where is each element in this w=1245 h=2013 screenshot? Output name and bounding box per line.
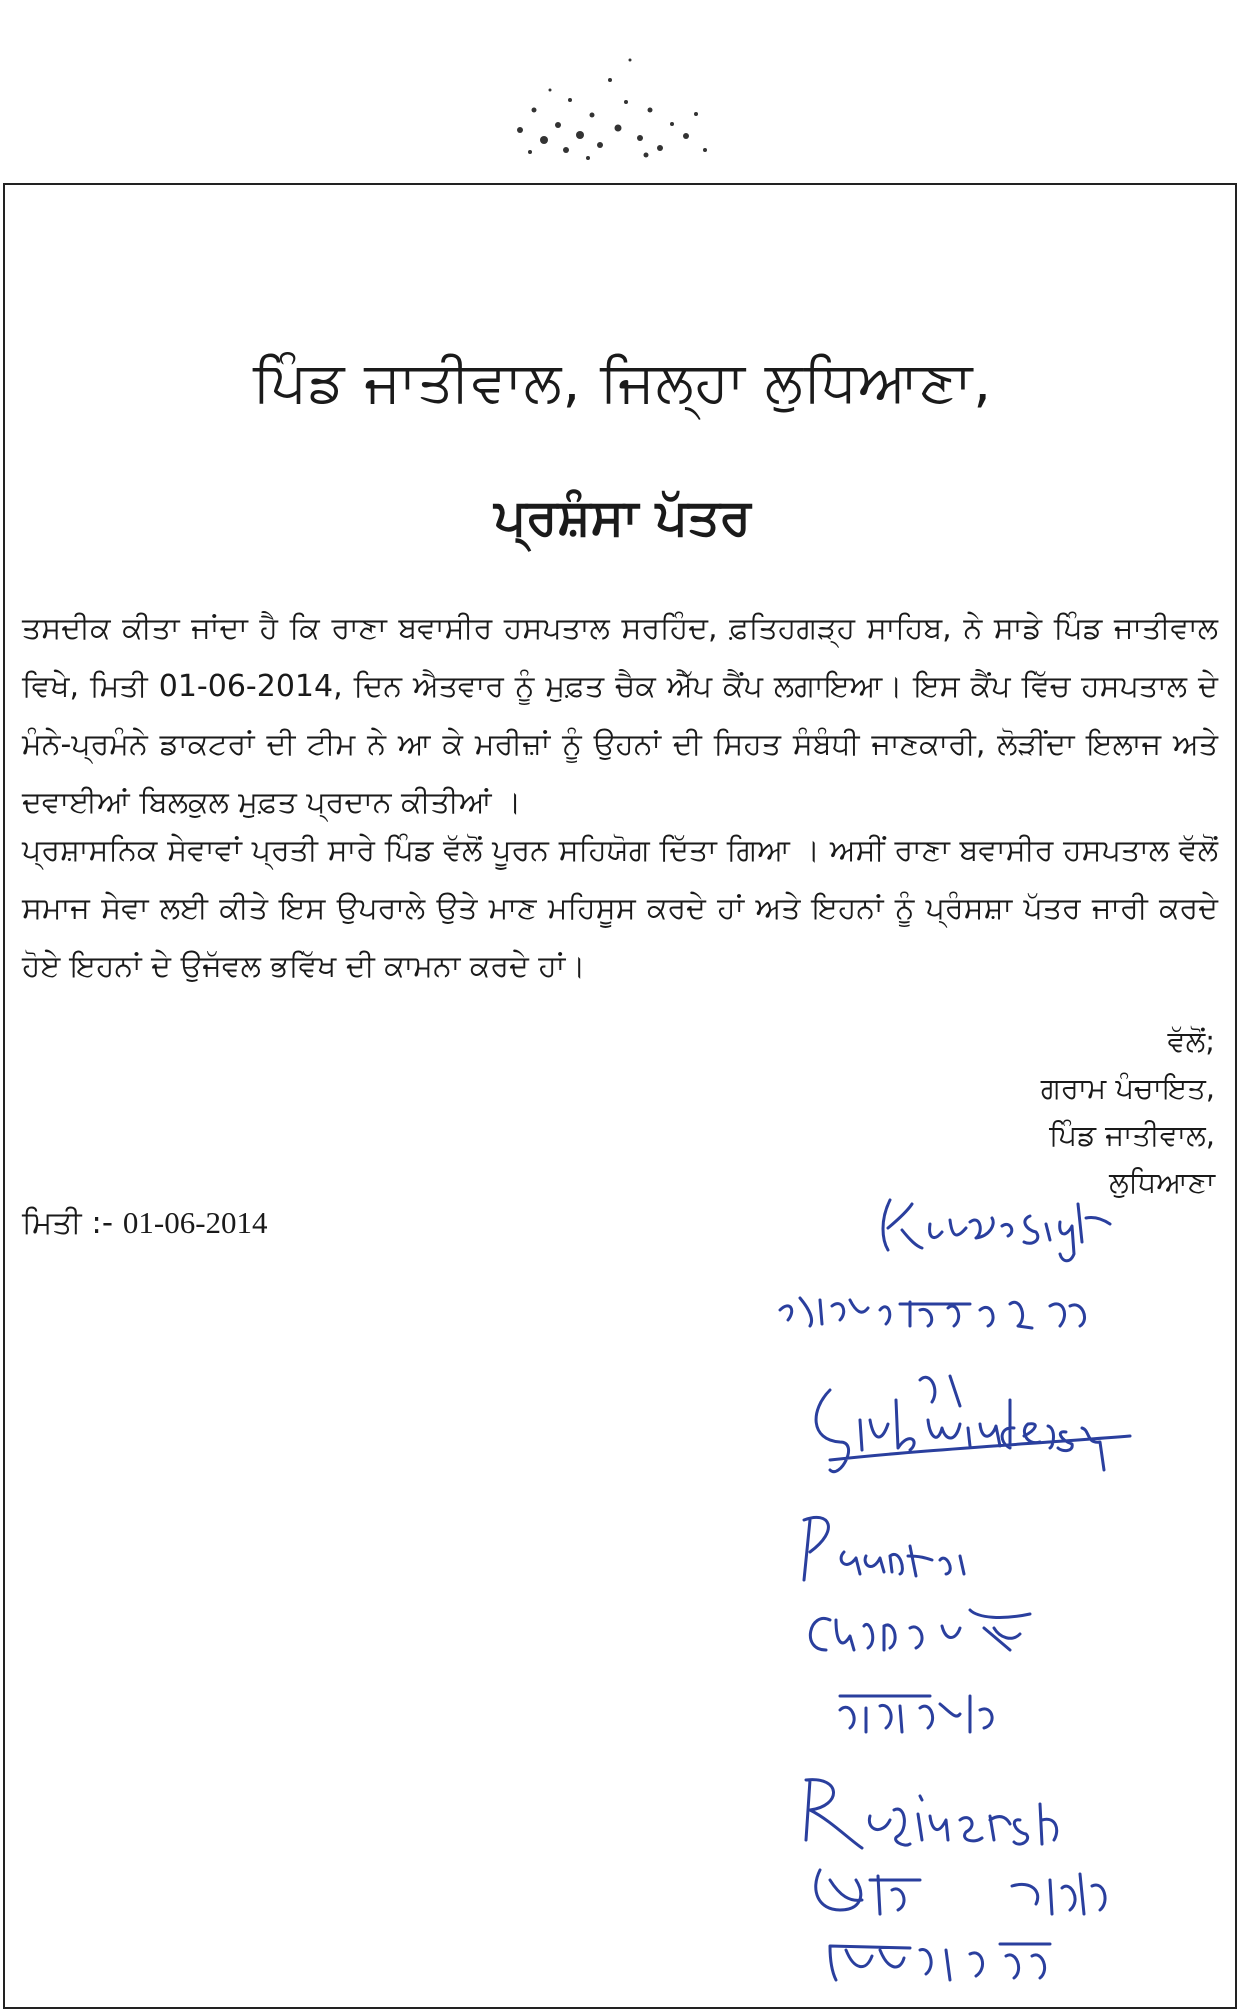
signature-4: [804, 1517, 964, 1580]
signature-5: [810, 1610, 1030, 1650]
signature-3: [816, 1376, 1130, 1472]
signature-9: [830, 1944, 1050, 1980]
issuer-block: [1041, 1018, 1215, 1206]
handwritten-signatures: [770, 1180, 1240, 2000]
certificate-title: ਪ੍ਰਸ਼ੰਸਾ ਪੱਤਰ: [494, 488, 751, 546]
signature-6: [840, 1696, 992, 1732]
from-label: ਵੱਲੋਂ;: [1167, 1024, 1215, 1058]
date-line: [22, 1205, 268, 1242]
issuer-district: ਲੁਧਿਆਣਾ: [1109, 1165, 1215, 1199]
signature-7: [806, 1780, 1057, 1848]
issuer-organization: ਗਰਾਮ ਪੰਚਾਇਤ,: [1040, 1071, 1215, 1105]
date-value: 01-06-2014: [122, 1205, 268, 1240]
village-heading: ਪਿੰਡ ਜਾਤੀਵਾਲ, ਜਿਲ੍ਹਾ ਲੁਧਿਆਣਾ,: [252, 350, 993, 415]
signature-2: [780, 1298, 1085, 1328]
body-paragraph-2: ਪ੍ਰਸ਼ਾਸਨਿਕ ਸੇਵਾਵਾਂ ਪ੍ਰਤੀ ਸਾਰੇ ਪਿੰਡ ਵੱਲੋਂ ਪੂਰਨ ਸਹਿਯੋਗ ਦਿੱਤਾ ਗਿਆ । ਅਸੀਂ ਰਾਣਾ ਬਵਾਸੀਰ ਹਸਪਤਾਲ ਵੱਲੋਂ ਸਮਾਜ ਸੇਵਾ ਲਈ ਕੀਤੇ ਇਸ ਉਪਰਾਲੇ ਉਤੇ ਮਾਣ ਮਹਿਸੂਸ ਕਰਦੇ ਹਾਂ ਅਤੇ ਇਹਨਾਂ ਨੂੰ ਪ੍ਰੰਸਸ਼ਾ ਪੱਤਰ ਜਾਰੀ ਕਰਦੇ ਹੋਏ ਇਹਨਾਂ ਦੇ ਉਜੱਵਲ ਭਵਿੱਖ ਦੀ ਕਾਮਨਾ ਕਰਦੇ ਹਾਂ।: [22, 833, 1218, 984]
body-paragraph-1: ਤਸਦੀਕ ਕੀਤਾ ਜਾਂਦਾ ਹੈ ਕਿ ਰਾਣਾ ਬਵਾਸੀਰ ਹਸਪਤਾਲ ਸਰਹਿੰਦ, ਫ਼ਤਿਹਗੜ੍ਹ ਸਾਹਿਬ, ਨੇ ਸਾਡੇ ਪਿੰਡ ਜਾਤੀਵਾਲ ਵਿਖੇ, ਮਿਤੀ 01-06-2014, ਦਿਨ ਐਤਵਾਰ ਨੂੰ ਮੁਫ਼ਤ ਚੈਕ ਐੱਪ ਕੈਂਪ ਲਗਾਇਆ। ਇਸ ਕੈਂਪ ਵਿੱਚ ਹਸਪਤਾਲ ਦੇ ਮੰਨੇ-ਪ੍ਰਮੰਨੇ ਡਾਕਟਰਾਂ ਦੀ ਟੀਮ ਨੇ ਆ ਕੇ ਮਰੀਜ਼ਾਂ ਨੂੰ ਉਹਨਾਂ ਦੀ ਸਿਹਤ ਸੰਬੰਧੀ ਜਾਣਕਾਰੀ, ਲੋੜੀਂਦਾ ਇਲਾਜ ਅਤੇ ਦਵਾਈਆਂ ਬਿਲਕੁਲ ਮੁਫ਼ਤ ਪ੍ਰਦਾਨ ਕੀਤੀਆਂ ।: [22, 611, 1218, 820]
date-label: ਮਿਤੀ :-: [22, 1205, 114, 1241]
signature-8: [816, 1870, 1105, 1914]
signature-1: [883, 1200, 1110, 1261]
scan-noise-marks: [500, 40, 740, 170]
issuer-village: ਪਿੰਡ ਜਾਤੀਵਾਲ,: [1049, 1118, 1215, 1152]
